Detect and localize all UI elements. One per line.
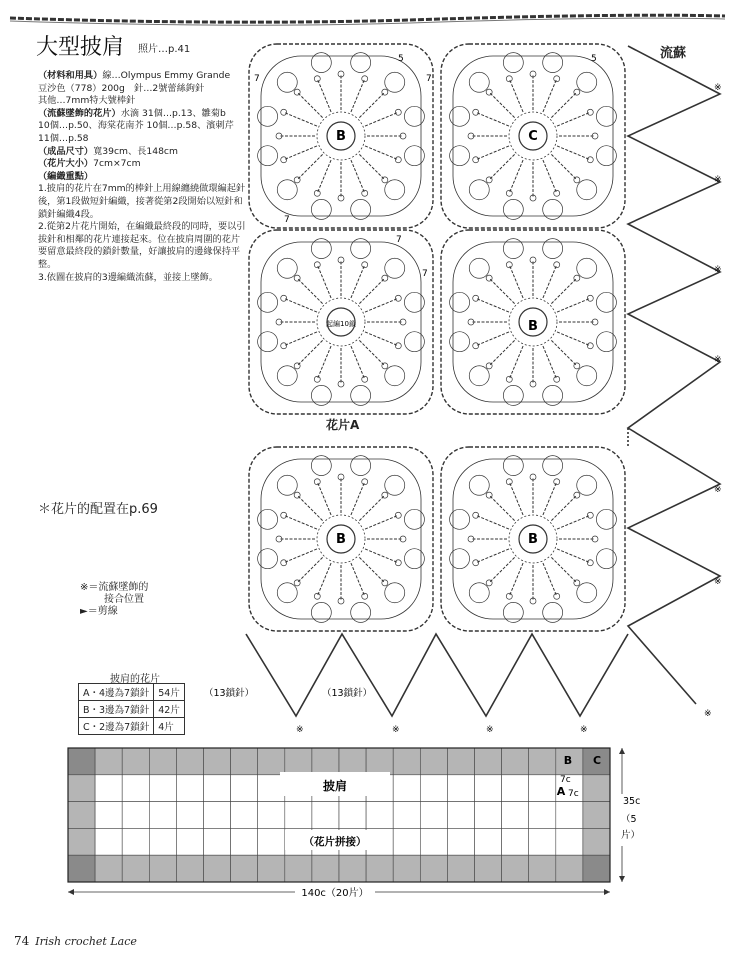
motif-count: 54片 bbox=[154, 684, 185, 701]
motif-label-c: C bbox=[528, 129, 538, 144]
grid-cell bbox=[68, 828, 95, 855]
arrow-right bbox=[604, 889, 610, 895]
pattern-info bbox=[38, 70, 248, 284]
attach-mark: ※ bbox=[714, 485, 722, 495]
grid-cell bbox=[420, 828, 447, 855]
width-label: 140c（20片） bbox=[301, 888, 369, 899]
attach-mark: ※ bbox=[714, 265, 722, 275]
motif-label-b: B bbox=[336, 129, 346, 144]
materials-line-1: 線…Olympus Emmy Grande bbox=[102, 70, 231, 81]
attach-mark: ※ bbox=[714, 577, 722, 587]
arrow-left bbox=[68, 889, 74, 895]
grid-cell bbox=[285, 802, 312, 829]
grid-cell bbox=[68, 855, 95, 882]
step-1: 1.披肩的花片在7mm的棒針上用線纏繞做環編起針後，第1段做短針編織，接著從第2段開始以短針和鎖針編織4段。 bbox=[38, 183, 246, 220]
bottom-fringe bbox=[246, 634, 628, 716]
attach-mark: ※ bbox=[296, 725, 304, 735]
chain-count-label: （13鎖針） bbox=[204, 688, 255, 699]
grid-cell bbox=[95, 828, 122, 855]
grid-cell bbox=[231, 802, 258, 829]
attach-mark: ※ bbox=[486, 725, 494, 735]
grid-cell bbox=[258, 802, 285, 829]
grid-cell bbox=[68, 775, 95, 802]
motif-count: 4片 bbox=[154, 718, 185, 735]
round-number: 5 bbox=[398, 54, 404, 64]
size-label: （成品尺寸） bbox=[38, 145, 94, 157]
grid-cell bbox=[529, 855, 556, 882]
shawl-layout bbox=[60, 742, 710, 922]
grid-cell bbox=[339, 855, 366, 882]
shawl-grid bbox=[68, 748, 610, 882]
grid-cell bbox=[583, 855, 610, 882]
motif-layer bbox=[249, 44, 625, 631]
grid-cell bbox=[149, 775, 176, 802]
attach-mark: ※ bbox=[714, 83, 722, 93]
grid-cell bbox=[420, 748, 447, 775]
corner-label-c: C bbox=[592, 754, 602, 767]
grid-cell bbox=[312, 748, 339, 775]
legend-attach-line-1: ※＝流蘇墜飾的 bbox=[80, 582, 149, 593]
motif-a-label: 花片A bbox=[326, 418, 360, 432]
grid-cell bbox=[475, 855, 502, 882]
cell-height-label: 7c bbox=[568, 789, 579, 799]
table-row bbox=[79, 701, 185, 718]
grid-cell bbox=[204, 855, 231, 882]
motif-count-table bbox=[78, 683, 185, 735]
motif-size-label: （花片大小） bbox=[38, 158, 94, 170]
grid-cell bbox=[122, 748, 149, 775]
grid-cell bbox=[176, 828, 203, 855]
grid-cell bbox=[231, 775, 258, 802]
grid-cell bbox=[122, 828, 149, 855]
grid-cell bbox=[176, 775, 203, 802]
grid-cell bbox=[420, 802, 447, 829]
motif-count: 42片 bbox=[154, 701, 185, 718]
motif-layout-note: ＊花片的配置在p.69 bbox=[38, 502, 158, 517]
grid-cell bbox=[366, 855, 393, 882]
grid-cell bbox=[285, 855, 312, 882]
chain-count-label: （13鎖針） bbox=[322, 688, 373, 699]
arrow-down bbox=[619, 876, 625, 882]
grid-cell bbox=[231, 748, 258, 775]
grid-cell bbox=[475, 802, 502, 829]
grid-cell bbox=[529, 775, 556, 802]
attach-mark: ※ bbox=[714, 355, 722, 365]
grid-cell bbox=[95, 775, 122, 802]
grid-cell bbox=[447, 802, 474, 829]
step-3: 3.依圖在披肩的3邊編織流蘇，並接上墜飾。 bbox=[38, 271, 218, 283]
grid-cell bbox=[176, 748, 203, 775]
round-number: 7 bbox=[426, 74, 432, 84]
grid-cell bbox=[149, 748, 176, 775]
attach-mark: ※ bbox=[714, 175, 722, 185]
height-label-1: 35c bbox=[623, 796, 641, 807]
size-value: 寬39cm、長148cm bbox=[93, 145, 178, 157]
fringe-heading: 流蘇 bbox=[660, 46, 687, 61]
corner-label-a: A bbox=[556, 785, 566, 798]
grid-cell bbox=[204, 802, 231, 829]
fringe-line-1: 水滴 31個…p.13、雛菊b bbox=[120, 107, 226, 119]
grid-cell bbox=[122, 802, 149, 829]
grid-cell bbox=[204, 828, 231, 855]
materials-line-2: 豆沙色（778）200g 針…2號蕾絲鉤針 bbox=[38, 82, 205, 94]
grid-cell bbox=[339, 748, 366, 775]
grid-cell bbox=[583, 802, 610, 829]
motif-size-value: 7cm×7cm bbox=[93, 158, 141, 170]
grid-cell bbox=[502, 828, 529, 855]
grid-cell bbox=[176, 855, 203, 882]
symbol-legend bbox=[80, 582, 148, 618]
fringe-label: （流蘇墜飾的花片） bbox=[38, 107, 121, 119]
grid-cell bbox=[122, 855, 149, 882]
motif-label-b: B bbox=[528, 319, 538, 334]
round-number: 5 bbox=[591, 54, 597, 64]
attach-mark: ※ bbox=[392, 725, 400, 735]
fringe-layer bbox=[246, 46, 720, 716]
legend-cut-line: ►＝剪線 bbox=[80, 606, 118, 617]
grid-cell bbox=[258, 748, 285, 775]
round-number: 7 bbox=[254, 74, 260, 84]
motif-label-start: 起編10鎖 bbox=[326, 320, 356, 328]
grid-cell bbox=[285, 748, 312, 775]
grid-cell bbox=[312, 855, 339, 882]
grid-cell bbox=[68, 802, 95, 829]
shawl-label: 披肩 bbox=[322, 779, 348, 793]
grid-cell bbox=[393, 828, 420, 855]
grid-cell bbox=[366, 748, 393, 775]
corner-label-b: B bbox=[563, 754, 573, 767]
grid-cell bbox=[475, 748, 502, 775]
footer-brand: Irish crochet Lace bbox=[35, 935, 137, 948]
materials-line-3: 其他…7mm特大號棒針 bbox=[38, 95, 136, 107]
grid-cell bbox=[502, 802, 529, 829]
grid-cell bbox=[529, 748, 556, 775]
grid-cell bbox=[583, 828, 610, 855]
page-footer bbox=[14, 934, 137, 948]
round-number: 7 bbox=[422, 269, 428, 279]
table-row bbox=[79, 718, 185, 735]
grid-cell bbox=[231, 828, 258, 855]
grid-cell bbox=[583, 775, 610, 802]
motif-type: A・4邊為7鎖針 bbox=[79, 684, 154, 701]
grid-cell bbox=[556, 802, 583, 829]
grid-cell bbox=[149, 828, 176, 855]
grid-cell bbox=[258, 828, 285, 855]
grid-cell bbox=[502, 775, 529, 802]
motif-type: C・2邊為7鎖針 bbox=[79, 718, 154, 735]
grid-cell bbox=[447, 855, 474, 882]
grid-cell bbox=[95, 748, 122, 775]
grid-cell bbox=[502, 855, 529, 882]
grid-cell bbox=[149, 802, 176, 829]
materials-label: （材料和用具） bbox=[38, 70, 103, 81]
grid-cell bbox=[475, 775, 502, 802]
grid-cell bbox=[204, 775, 231, 802]
attach-mark: ※ bbox=[580, 725, 588, 735]
shawl-sublabel: （花片拼接） bbox=[303, 836, 367, 848]
grid-cell bbox=[420, 775, 447, 802]
motif-label-b: B bbox=[528, 532, 538, 547]
grid-cell bbox=[95, 802, 122, 829]
grid-cell bbox=[68, 748, 95, 775]
height-label-2: （5 bbox=[621, 814, 637, 825]
round-number: 7 bbox=[284, 215, 290, 225]
fringe-line-2: 10個…p.50、海棠花南芥 10個…p.58、濱刺芹 bbox=[38, 120, 234, 132]
round-number: 7 bbox=[396, 235, 402, 245]
grid-cell bbox=[393, 775, 420, 802]
page-title: 大型披肩 bbox=[36, 35, 125, 60]
grid-cell bbox=[393, 748, 420, 775]
grid-cell bbox=[231, 855, 258, 882]
grid-cell bbox=[176, 802, 203, 829]
grid-cell bbox=[447, 775, 474, 802]
grid-cell bbox=[556, 855, 583, 882]
step-2: 2.從第2片花片開始，在編織最終段的同時，要以引拔針和相鄰的花片連接起來。位在披肩周圍的花片要留意最終段的鎖針數量，好讓披肩的邊緣保持平整。 bbox=[38, 221, 246, 270]
attach-mark: ※ bbox=[704, 709, 712, 719]
grid-cell bbox=[204, 748, 231, 775]
grid-cell bbox=[556, 828, 583, 855]
motif-label-b: B bbox=[336, 532, 346, 547]
legend-attach-line-2: 接合位置 bbox=[104, 594, 144, 605]
grid-cell bbox=[122, 775, 149, 802]
grid-cell bbox=[393, 802, 420, 829]
grid-cell bbox=[447, 748, 474, 775]
grid-cell bbox=[475, 828, 502, 855]
right-fringe bbox=[628, 46, 720, 704]
grid-cell bbox=[95, 855, 122, 882]
points-label: （編織重點） bbox=[38, 170, 94, 182]
grid-cell bbox=[258, 855, 285, 882]
table-row bbox=[79, 684, 185, 701]
grid-cell bbox=[393, 855, 420, 882]
grid-cell bbox=[529, 828, 556, 855]
grid-cell bbox=[149, 855, 176, 882]
cell-width-label: 7c bbox=[560, 775, 571, 785]
grid-cell bbox=[420, 855, 447, 882]
arrow-up bbox=[619, 748, 625, 754]
grid-cell bbox=[529, 802, 556, 829]
grid-cell bbox=[339, 802, 366, 829]
fringe-line-3: 11個…p.58 bbox=[38, 132, 89, 144]
motif-table-caption: 披肩的花片 bbox=[110, 674, 160, 685]
grid-cell bbox=[366, 802, 393, 829]
grid-cell bbox=[312, 802, 339, 829]
grid-cell bbox=[447, 828, 474, 855]
motif-type: B・3邊為7鎖針 bbox=[79, 701, 154, 718]
photo-reference: 照片…p.41 bbox=[138, 44, 191, 55]
height-label-3: 片） bbox=[621, 830, 641, 841]
page-number: 74 bbox=[14, 934, 30, 948]
grid-cell bbox=[502, 748, 529, 775]
crochet-chart bbox=[204, 36, 736, 736]
